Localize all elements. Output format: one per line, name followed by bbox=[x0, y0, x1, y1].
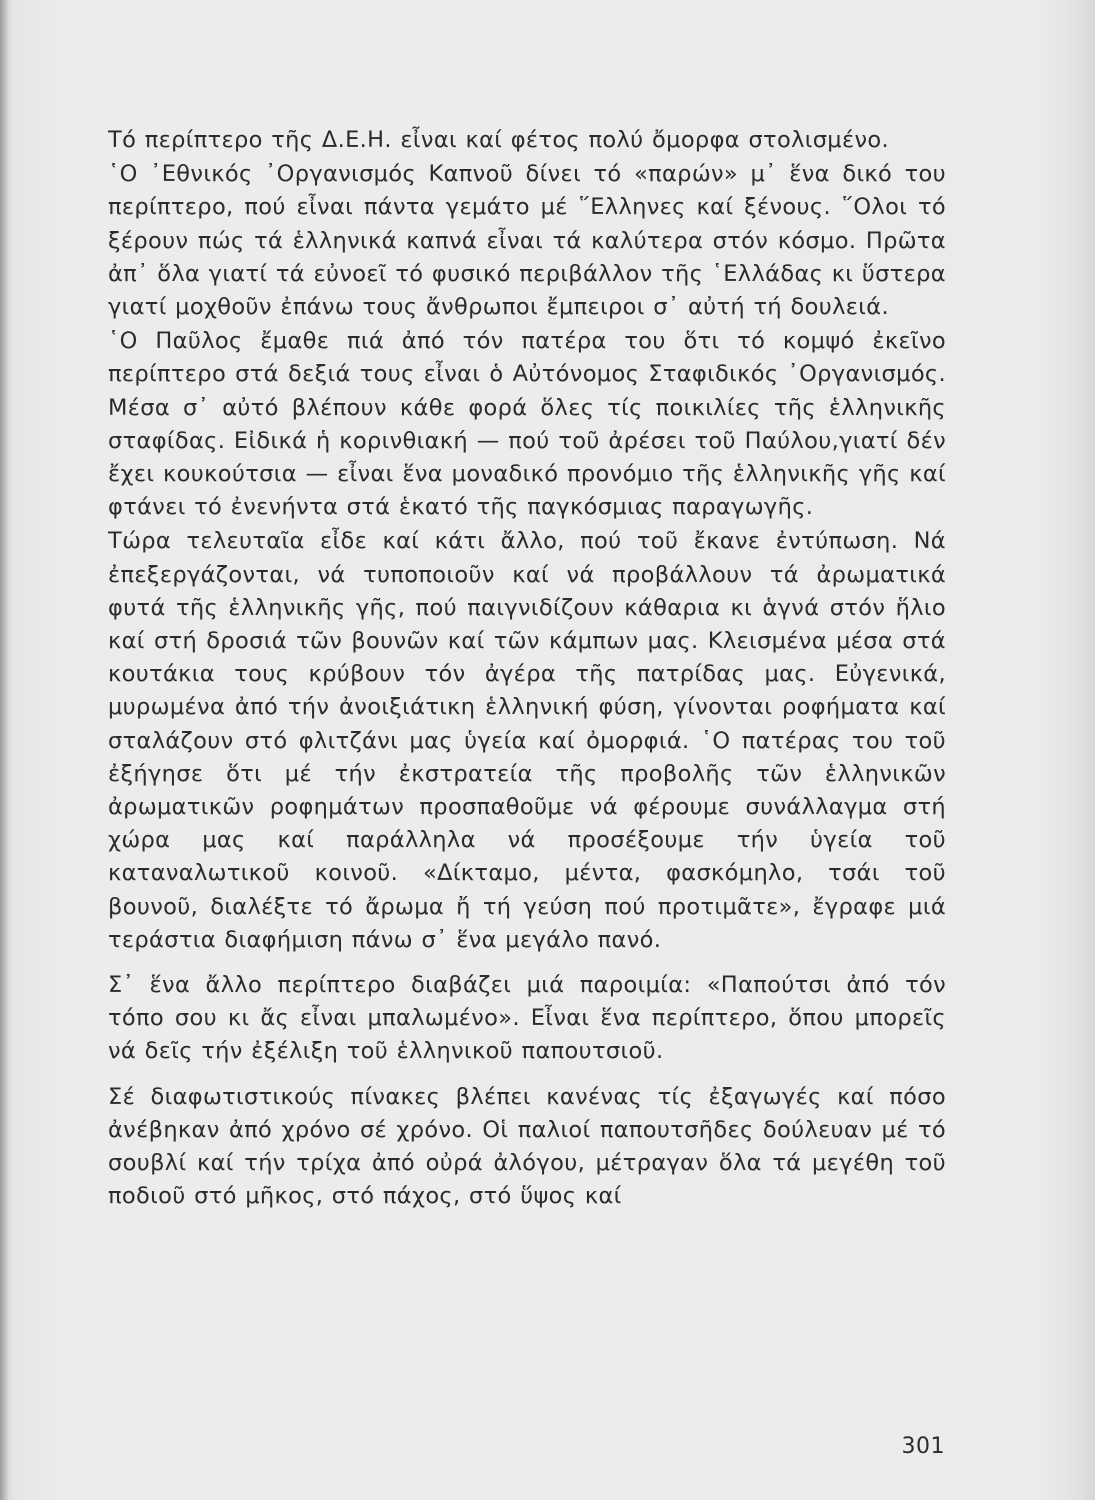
binding-shadow bbox=[0, 0, 10, 1500]
body-text bbox=[108, 124, 946, 1214]
paragraph-5: Σ᾿ ἕνα ἄλλο περίπτερο διαβάζει μιά παροιμία: «Παπούτσι ἀπό τόν τόπο σου κι ἄς εἶναι μπαλωμένο». Εἶναι ἕνα περίπτερο, ὅπου μπορεῖς νά δεῖς τήν ἐξέλιξη τοῦ ἑλληνικοῦ παπουτσιοῦ. bbox=[108, 972, 946, 1065]
paragraph-6: Σέ διαφωτιστικούς πίνακες βλέπει κανένας τίς ἐξαγωγές καί πόσο ἀνέβηκαν ἀπό χρόνο σέ χρόνο. Οἱ παλιοί παπουτσῆδες δούλευαν μέ τό σουβλί καί τήν τρίχα ἀπό οὐρά ἀλόγου, μέτραγαν ὅλα τά μεγέθη τοῦ ποδιοῦ στό μῆκος, στό πάχος, στό ὕψος καί bbox=[108, 1083, 946, 1210]
paragraph-3: ῾Ο Παῦλος ἔμαθε πιά ἀπό τόν πατέρα του ὅτι τό κομψό ἐκεῖνο περίπτερο στά δεξιά τους εἶναι ὁ Αὐτόνομος Σταφιδικός ᾿Οργανισμός. Μέσα σ᾿ αὐτό βλέπουν κάθε φορά ὅλες τίς ποικιλίες τῆς ἑλληνικῆς σταφίδας. Εἰδικά ἡ κορινθιακή — πού τοῦ ἀρέσει τοῦ Παύλου,γιατί δέν ἔχει κουκούτσια — εἶναι ἕνα μοναδικό προνόμιο τῆς ἑλληνικῆς γῆς καί φτάνει τό ἐνενήντα στά ἑκατό τῆς παγκόσμιας παραγωγῆς. bbox=[108, 328, 946, 521]
paragraph-1: Τό περίπτερο τῆς Δ.Ε.Η. εἶναι καί φέτος πολύ ὄμορφα στολισμένο. bbox=[108, 127, 890, 153]
paragraph-4: Τώρα τελευταῖα εἶδε καί κάτι ἄλλο, πού τοῦ ἔκανε ἐντύπωση. Νά ἐπεξεργάζονται, νά τυποποιοῦν καί νά προβάλλουν τά ἀρωματικά φυτά τῆς ἑλληνικῆς γῆς, πού παιγνιδίζουν κάθαρια κι ἁγνά στόν ἥλιο καί στή δροσιά τῶν βουνῶν καί τῶν κάμπων μας. Κλεισμένα μέσα στά κουτάκια τους κρύβουν τόν ἀγέρα τῆς πατρίδας μας. Εὐγενικά, μυρωμένα ἀπό τήν ἀνοιξιάτικη ἑλληνική φύση, γίνονται ροφήματα καί σταλάζουν στό φλιτζάνι μας ὑγεία καί ὀμορφιά. ῾Ο πατέρας του τοῦ ἐξήγησε ὅτι μέ τήν ἐκστρατεία τῆς προβολῆς τῶν ἑλληνικῶν ἀρωματικῶν ροφημάτων προσπαθοῦμε νά φέρουμε συνάλλαγμα στή χώρα μας καί παράλληλα νά προσέξουμε τήν ὑγεία τοῦ καταναλωτικοῦ κοινοῦ. «Δίκταμο, μέντα, φασκόμηλο, τσάι τοῦ βουνοῦ, διαλέξτε τό ἄρωμα ἤ τή γεύση πού προτιμᾶτε», ἔγραφε μιά τεράστια διαφήμιση πάνω σ᾿ ἕνα μεγάλο πανό. bbox=[108, 528, 946, 953]
paragraph-2: ῾Ο ᾿Εθνικός ᾿Οργανισμός Καπνοῦ δίνει τό «παρών» μ᾿ ἕνα δικό του περίπτερο, πού εἶναι πάντα γεμάτο μέ ῞Ελληνες καί ξένους. ῞Ολοι τό ξέρουν πώς τά ἑλληνικά καπνά εἶναι τά καλύτερα στόν κόσμο. Πρῶτα ἀπ᾿ ὅλα γιατί τά εὐνοεῖ τό φυσικό περιβάλλον τῆς ῾Ελλάδας κι ὕστερα γιατί μοχθοῦν ἐπάνω τους ἄνθρωποι ἔμπειροι σ᾿ αὐτή τή δουλειά. bbox=[108, 161, 946, 321]
page-number: 301 bbox=[901, 1434, 945, 1459]
